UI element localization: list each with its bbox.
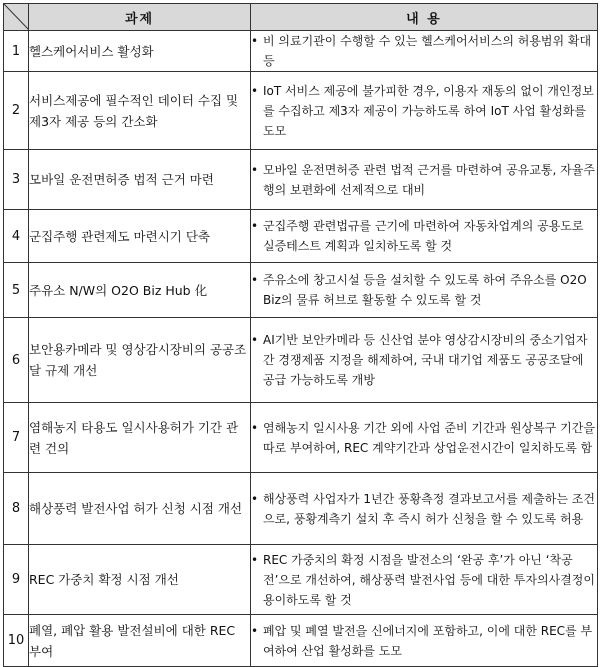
table-row <box>4 150 598 210</box>
table-row <box>4 31 598 72</box>
desc-text: IoT 서비스 제공에 불가피한 경우, 이용자 재동의 없이 개인정보를 수집하고 제3자 제공이 가능하도록 하여 IoT 사업 활성화를 도모 <box>263 83 594 138</box>
task-column-header: 과제 <box>29 4 251 31</box>
task-cell: 염해농지 타용도 일시사용허가 기간 관련 건의 <box>29 403 251 473</box>
desc-text: 염해농지 일시사용 기간 외에 사업 준비 기간과 원상복구 기간을 따로 부여하여, REC 계약기간과 상업운전시간이 일치하도록 함 <box>263 420 595 455</box>
bullet-icon: • <box>251 273 259 287</box>
diagonal-line-icon <box>4 4 29 30</box>
desc-text: 모바일 운전면허증 관련 법적 근거를 마련하여 공유교통, 자율주행의 보편화에 선제적으로 대비 <box>263 162 595 197</box>
row-number: 8 <box>4 473 29 545</box>
task-cell: 서비스제공에 필수적인 데이터 수집 및 제3자 제공 등의 간소화 <box>29 72 251 150</box>
desc-cell <box>251 615 598 667</box>
desc-text: 해상풍력 사업자가 1년간 풍황측정 결과보고서를 제출하는 조건으로, 풍황계측기 설치 후 즉시 허가 신청을 할 수 있도록 허용 <box>263 491 595 526</box>
table-row <box>4 210 598 263</box>
table-row <box>4 318 598 403</box>
task-cell: 주유소 N/W의 O2O Biz Hub 化 <box>29 263 251 318</box>
desc-text: 비 의료기관이 수행할 수 있는 헬스케어서비스의 허용범위 확대 등 <box>263 34 592 68</box>
row-number: 10 <box>4 615 29 667</box>
task-cell: REC 가중치 확정 시점 개선 <box>29 545 251 615</box>
header-row <box>4 4 598 31</box>
desc-text: AI기반 보안카메라 등 신산업 분야 영상감시장비의 중소기업자간 경쟁제품 지정을 해제하여, 국내 대기업 제품도 공공조달에 공급 가능하도록 개방 <box>263 333 588 387</box>
desc-text: REC 가중치의 확정 시점을 발전소의 ‘완공 후’가 아닌 ‘착공 전’으로 개선하여, 해상풍력 발전사업 등에 대한 투자의사결정이 용이하도록 할 것 <box>263 552 595 607</box>
bullet-icon: • <box>251 420 259 435</box>
row-number: 1 <box>4 31 29 72</box>
task-cell: 보안용카메라 및 영상감시장비의 공공조달 규제 개선 <box>29 318 251 403</box>
bullet-icon: • <box>251 552 259 567</box>
desc-cell <box>251 72 598 150</box>
row-number: 9 <box>4 545 29 615</box>
bullet-icon: • <box>251 162 259 177</box>
row-number: 3 <box>4 150 29 210</box>
task-cell: 모바일 운전면허증 법적 근거 마련 <box>29 150 251 210</box>
task-cell: 해상풍력 발전사업 허가 신청 시점 개선 <box>29 473 251 545</box>
desc-text: 폐압 및 폐열 발전을 신에너지에 포함하고, 이에 대한 REC를 부여하여 산업 활성화를 도모 <box>263 623 593 658</box>
task-cell: 폐열, 폐압 활용 발전설비에 대한 REC 부여 <box>29 615 251 667</box>
desc-cell <box>251 150 598 210</box>
desc-cell <box>251 263 598 318</box>
table-row <box>4 473 598 545</box>
desc-cell <box>251 403 598 473</box>
bullet-icon: • <box>251 34 259 48</box>
row-number: 7 <box>4 403 29 473</box>
desc-text: 주유소에 창고시설 등을 설치할 수 있도록 하여 주유소를 O2O Biz의 물류 허브로 활동할 수 있도록 할 것 <box>263 273 587 307</box>
desc-text: 군집주행 관련법규를 근기에 마련하여 자동차업계의 공용도로 실증테스트 계획과 일치하도록 할 것 <box>263 219 584 253</box>
corner-header-cell <box>4 4 29 31</box>
table-row <box>4 615 598 667</box>
task-table <box>3 3 598 667</box>
desc-cell <box>251 473 598 545</box>
table-row <box>4 403 598 473</box>
desc-cell <box>251 210 598 263</box>
table-row <box>4 263 598 318</box>
task-cell: 군집주행 관련제도 마련시기 단축 <box>29 210 251 263</box>
bullet-icon: • <box>251 491 259 506</box>
bullet-icon: • <box>251 333 259 347</box>
bullet-icon: • <box>251 219 259 233</box>
bullet-icon: • <box>251 83 259 98</box>
desc-cell <box>251 318 598 403</box>
row-number: 2 <box>4 72 29 150</box>
table-row <box>4 72 598 150</box>
row-number: 5 <box>4 263 29 318</box>
row-number: 4 <box>4 210 29 263</box>
desc-cell <box>251 31 598 72</box>
row-number: 6 <box>4 318 29 403</box>
desc-column-header: 내 용 <box>251 4 598 31</box>
table-row <box>4 545 598 615</box>
desc-cell <box>251 545 598 615</box>
task-cell: 헬스케어서비스 활성화 <box>29 31 251 72</box>
bullet-icon: • <box>251 623 259 638</box>
